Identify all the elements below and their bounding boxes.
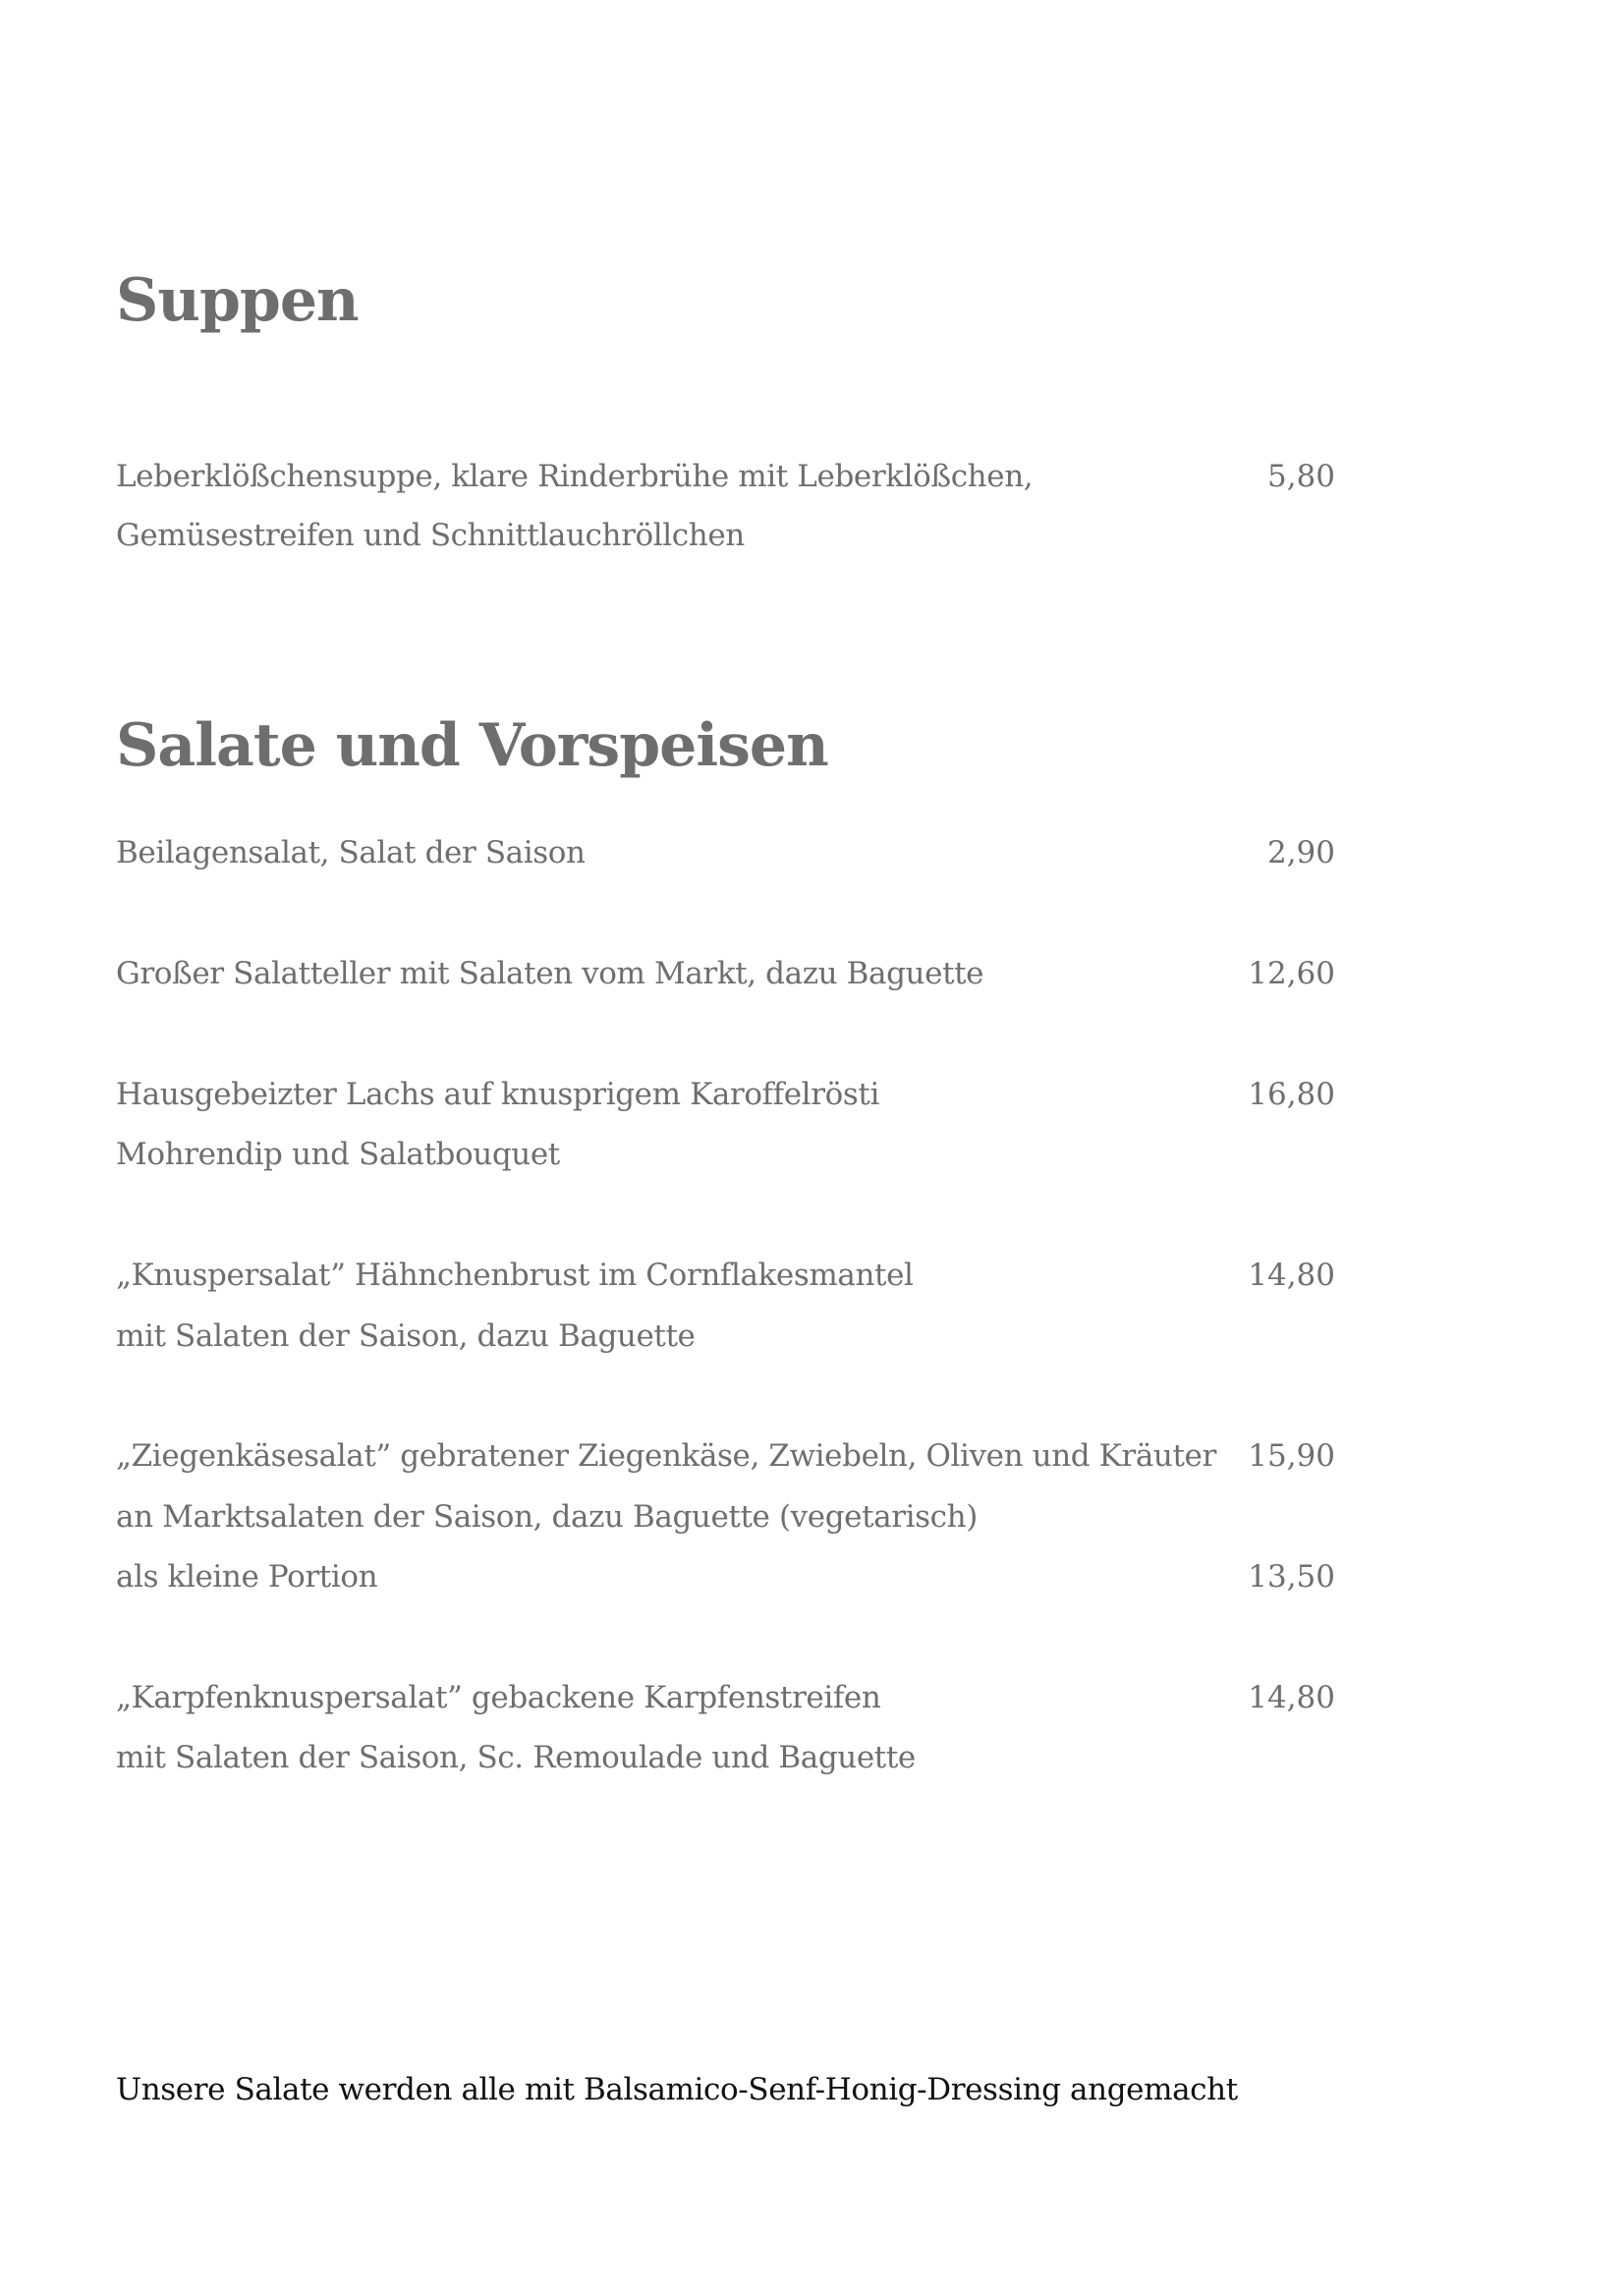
menu-item-line: „Ziegenkäsesalat” gebratener Ziegenkäse, Zwiebeln, Oliven und Kräuter	[116, 1438, 1216, 1474]
menu-item-line: als kleine Portion	[116, 1559, 378, 1595]
menu-item-small-price: 13,50	[1248, 1559, 1335, 1595]
menu-item-line: mit Salaten der Saison, Sc. Remoulade und Baguette	[116, 1740, 916, 1775]
menu-item-line: Mohrendip und Salatbouquet	[116, 1137, 560, 1172]
menu-item-line: „Knuspersalat” Hähnchenbrust im Cornflakesmantel	[116, 1258, 914, 1293]
menu-item-price: 12,60	[1248, 956, 1335, 991]
menu-item-price: 16,80	[1248, 1077, 1335, 1112]
menu-item-line: „Karpfenknuspersalat” gebackene Karpfenstreifen	[116, 1680, 881, 1715]
menu-item-price: 5,80	[1266, 459, 1335, 494]
menu-item-line: Hausgebeizter Lachs auf knusprigem Karoffelrösti	[116, 1077, 879, 1112]
menu-item-line: Leberklößchensuppe, klare Rinderbrühe mit Leberklößchen,	[116, 459, 1034, 494]
menu-item-price: 2,90	[1266, 835, 1335, 870]
menu-item-line: Gemüsestreifen und Schnittlauchröllchen	[116, 518, 745, 553]
menu-item-price: 14,80	[1248, 1680, 1335, 1715]
menu-item-line: an Marktsalaten der Saison, dazu Baguette (vegetarisch)	[116, 1499, 978, 1535]
menu-item-price: 14,80	[1248, 1258, 1335, 1293]
section-title-salate: Salate und Vorspeisen	[116, 711, 828, 780]
menu-item-line: mit Salaten der Saison, dazu Baguette	[116, 1318, 696, 1354]
dressing-footnote: Unsere Salate werden alle mit Balsamico-Senf-Honig-Dressing angemacht	[116, 2072, 1238, 2107]
section-title-suppen: Suppen	[116, 266, 359, 335]
menu-item-price: 15,90	[1248, 1438, 1335, 1474]
menu-item-line: Großer Salatteller mit Salaten vom Markt, dazu Baguette	[116, 956, 984, 991]
menu-item-line: Beilagensalat, Salat der Saison	[116, 835, 586, 870]
